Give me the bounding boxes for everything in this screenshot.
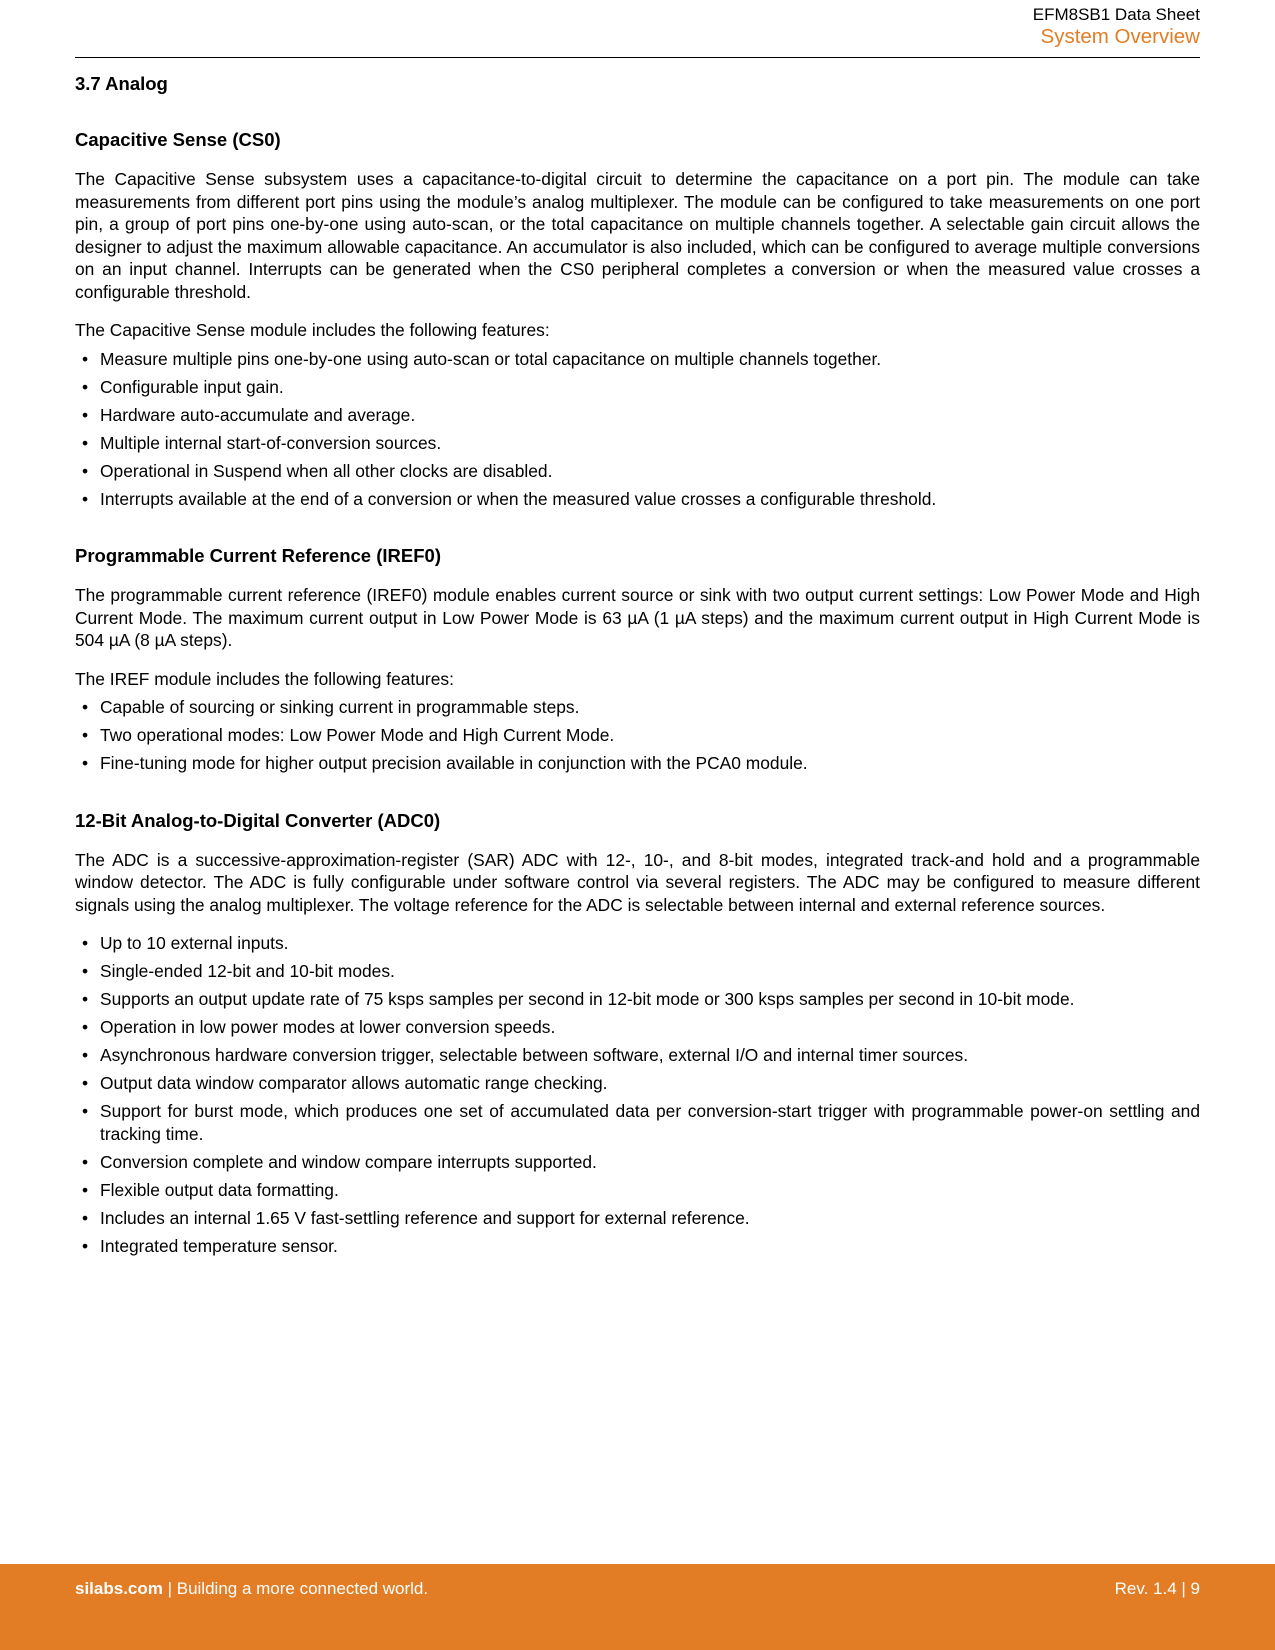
list-item: • Operation in low power modes at lower conversion speeds.: [75, 1016, 1200, 1039]
cs0-paragraph: The Capacitive Sense subsystem uses a capacitance-to-digital circuit to determine the capacitance on a port pin. The module can take measurements from different port pins using the module’s analog multiplexer. The module can be configured to take measurements on one port pin, a group of port pins one-by-one using auto-scan, or the total capacitance on multiple channels together. A selectable gain circuit allows the designer to adjust the maximum allowable capacitance. An accumulator is also included, which can be configured to average multiple conversions on an input channel. Interrupts can be generated when the CS0 peripheral completes a conversion or when the measured value crosses a configurable threshold.: [75, 169, 1200, 302]
footer-left: [75, 1579, 428, 1599]
footer-tagline: | Building a more connected world.: [162, 1579, 429, 1598]
list-item: • Hardware auto-accumulate and average.: [75, 404, 1200, 427]
list-item: • Up to 10 external inputs.: [75, 932, 1200, 955]
list-item: • Multiple internal start-of-conversion sources.: [75, 432, 1200, 455]
list-item: • Supports an output update rate of 75 ksps samples per second in 12-bit mode or 300 ksps samples per second in 10-bit mode.: [75, 988, 1200, 1011]
list-item: • Configurable input gain.: [75, 376, 1200, 399]
list-item: • Single-ended 12-bit and 10-bit modes.: [75, 960, 1200, 983]
page-header: [75, 0, 1200, 58]
list-item: • Conversion complete and window compare interrupts supported.: [75, 1151, 1200, 1174]
section-title: System Overview: [1040, 25, 1200, 48]
adc-heading: 12-Bit Analog-to-Digital Converter (ADC0): [75, 809, 441, 831]
list-item: • Support for burst mode, which produces one set of accumulated data per conversion-start trigger with programmable power-on settling and tracking time.: [75, 1100, 1200, 1145]
list-item: • Integrated temperature sensor.: [75, 1235, 1200, 1258]
list-item: • Two operational modes: Low Power Mode and High Current Mode.: [75, 724, 1200, 747]
list-item: • Includes an internal 1.65 V fast-settling reference and support for external reference.: [75, 1207, 1200, 1230]
list-item: • Interrupts available at the end of a conversion or when the measured value crosses a configurable threshold.: [75, 488, 1200, 511]
list-item: • Asynchronous hardware conversion trigger, selectable between software, external I/O and internal timer sources.: [75, 1044, 1200, 1067]
doc-title: EFM8SB1 Data Sheet: [1032, 5, 1200, 24]
adc-paragraph: The ADC is a successive-approximation-register (SAR) ADC with 12-, 10-, and 8-bit modes, integrated track-and hold and a programmable window detector. The ADC is fully configurable under software control via several registers. The ADC may be configured to measure different signals using the analog multiplexer. The voltage reference for the ADC is selectable between internal and external reference sources.: [75, 849, 1200, 915]
cs0-feature-list: [75, 348, 1200, 511]
iref-features-intro: The IREF module includes the following features:: [75, 668, 454, 689]
iref-heading: Programmable Current Reference (IREF0): [75, 545, 441, 566]
list-item: • Output data window comparator allows automatic range checking.: [75, 1072, 1200, 1095]
adc-feature-list: [75, 932, 1200, 1257]
list-item: • Flexible output data formatting.: [75, 1179, 1200, 1202]
list-item: • Operational in Suspend when all other clocks are disabled.: [75, 460, 1200, 483]
page-footer: [0, 1564, 1275, 1650]
list-item: • Fine-tuning mode for higher output precision available in conjunction with the PCA0 module.: [75, 752, 1200, 775]
list-item: • Capable of sourcing or sinking current in programmable steps.: [75, 696, 1200, 719]
page-content: [75, 72, 1200, 1291]
iref-paragraph: The programmable current reference (IREF0) module enables current source or sink with two output current settings: Low Power Mode and High Current Mode. The maximum current output in Low Power Mode is 63 µA (1 µA steps) and the maximum current output in High Current Mode is 504 µA (8 µA steps).: [75, 585, 1200, 650]
site-link[interactable]: silabs.com: [75, 1579, 163, 1598]
iref-feature-list: [75, 696, 1200, 775]
cs0-heading: Capacitive Sense (CS0): [75, 129, 281, 150]
list-item: • Measure multiple pins one-by-one using auto-scan or total capacitance on multiple channels together.: [75, 348, 1200, 371]
page-revision-number: Rev. 1.4 | 9: [1114, 1579, 1200, 1598]
cs0-features-intro: The Capacitive Sense module includes the following features:: [75, 320, 550, 340]
section-heading: 3.7 Analog: [75, 73, 168, 94]
